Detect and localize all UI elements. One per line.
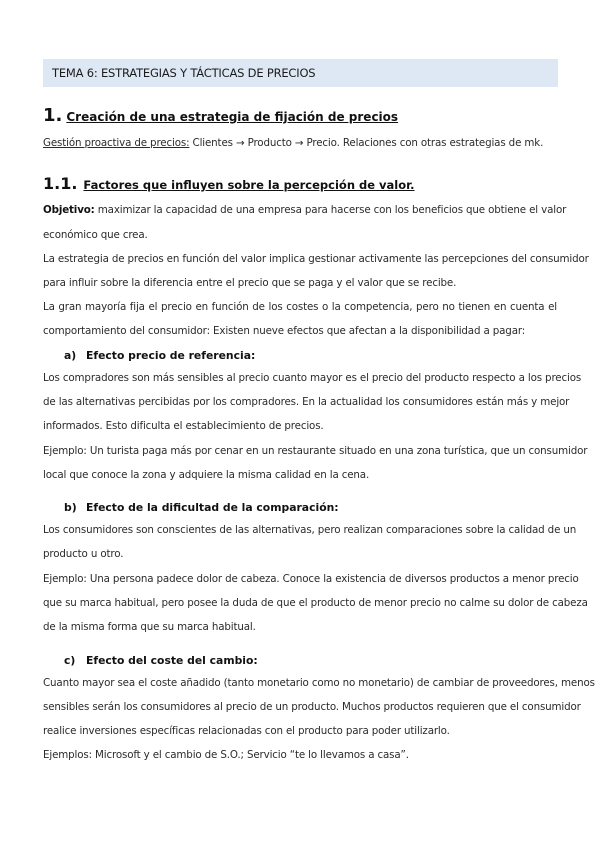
effect-a-title: Efecto precio de referencia: — [86, 349, 256, 362]
gestion-proactiva-text: Clientes → Producto → Precio. Relaciones con otras estrategias de mk. — [189, 137, 544, 149]
objetivo-label: Objetivo: — [43, 204, 95, 216]
effect-b-letter: b) — [64, 501, 77, 514]
para2-line-2: comportamiento del consumidor: Existen nueve efectos que afectan a la disponibilidad a pagar: — [43, 325, 526, 337]
section-1-number: 1. — [43, 105, 63, 126]
effect-b-line: Ejemplo: Una persona padece dolor de cabeza. Conoce la existencia de diversos productos a menor precio — [43, 573, 579, 585]
effect-c-line: Cuanto mayor sea el coste añadido (tanto monetario como no monetario) de cambiar de proveedores, menos — [43, 677, 595, 689]
effect-b-line: de la misma forma que su marca habitual. — [43, 621, 256, 633]
effect-c-heading — [64, 654, 258, 667]
gestion-proactiva-line — [43, 137, 557, 149]
effect-c-line: Ejemplos: Microsoft y el cambio de S.O.; Servicio “te lo llevamos a casa”. — [43, 749, 409, 761]
effect-a-letter: a) — [64, 349, 77, 362]
para2-line-1: La gran mayoría fija el precio en función de los costes o la competencia, pero no tienen en cuenta el — [43, 301, 557, 313]
section-1-heading — [43, 105, 398, 126]
section-1-1-title: Factores que influyen sobre la percepción de valor. — [83, 178, 415, 192]
effect-a-line: de las alternativas percibidas por los compradores. En la actualidad los consumidores están más y mejor — [43, 396, 570, 408]
section-1-title: Creación de una estrategia de fijación de precios — [66, 110, 399, 124]
effect-b-line: que su marca habitual, pero posee la duda de que el producto de menor precio no calme su dolor de cabeza — [43, 597, 588, 609]
effect-a-heading — [64, 349, 255, 362]
para1-line-1: La estrategia de precios en función del valor implica gestionar activamente las percepciones del consumidor — [43, 253, 589, 265]
objetivo-line-2: económico que crea. — [43, 229, 148, 241]
effect-b-heading — [64, 501, 339, 514]
effect-a-line: Ejemplo: Un turista paga más por cenar en un restaurante situado en una zona turística, que un consumidor — [43, 445, 588, 457]
effect-a-line: informados. Esto dificulta el establecimiento de precios. — [43, 420, 324, 432]
effect-c-line: sensibles serán los consumidores al precio de un producto. Muchos productos requieren que el consumidor — [43, 701, 581, 713]
effect-b-line: producto u otro. — [43, 548, 124, 560]
objetivo-line-1 — [43, 204, 567, 216]
effect-c-line: realice inversiones específicas relacionadas con el producto para poder utilizarlo. — [43, 725, 450, 737]
objetivo-text: maximizar la capacidad de una empresa para hacerse con los beneficios que obtiene el valor — [94, 204, 567, 216]
section-1-1-number: 1.1. — [43, 174, 78, 193]
effect-b-line: Los consumidores son conscientes de las alternativas, pero realizan comparaciones sobre la calidad de un — [43, 524, 577, 536]
effect-b-title: Efecto de la dificultad de la comparación: — [86, 501, 339, 514]
gestion-proactiva-label: Gestión proactiva de precios: — [43, 137, 190, 149]
effect-a-line: Los compradores son más sensibles al precio cuanto mayor es el precio del producto respecto a los precios — [43, 372, 582, 384]
para1-line-2: para influir sobre la diferencia entre el precio que se paga y el valor que se recibe. — [43, 277, 457, 289]
topic-banner: TEMA 6: ESTRATEGIAS Y TÁCTICAS DE PRECIOS — [43, 59, 558, 87]
effect-a-line: local que conoce la zona y adquiere la misma calidad en la cena. — [43, 469, 370, 481]
effect-c-title: Efecto del coste del cambio: — [86, 654, 258, 667]
section-1-1-heading — [43, 174, 415, 193]
effect-c-letter: c) — [64, 654, 76, 667]
